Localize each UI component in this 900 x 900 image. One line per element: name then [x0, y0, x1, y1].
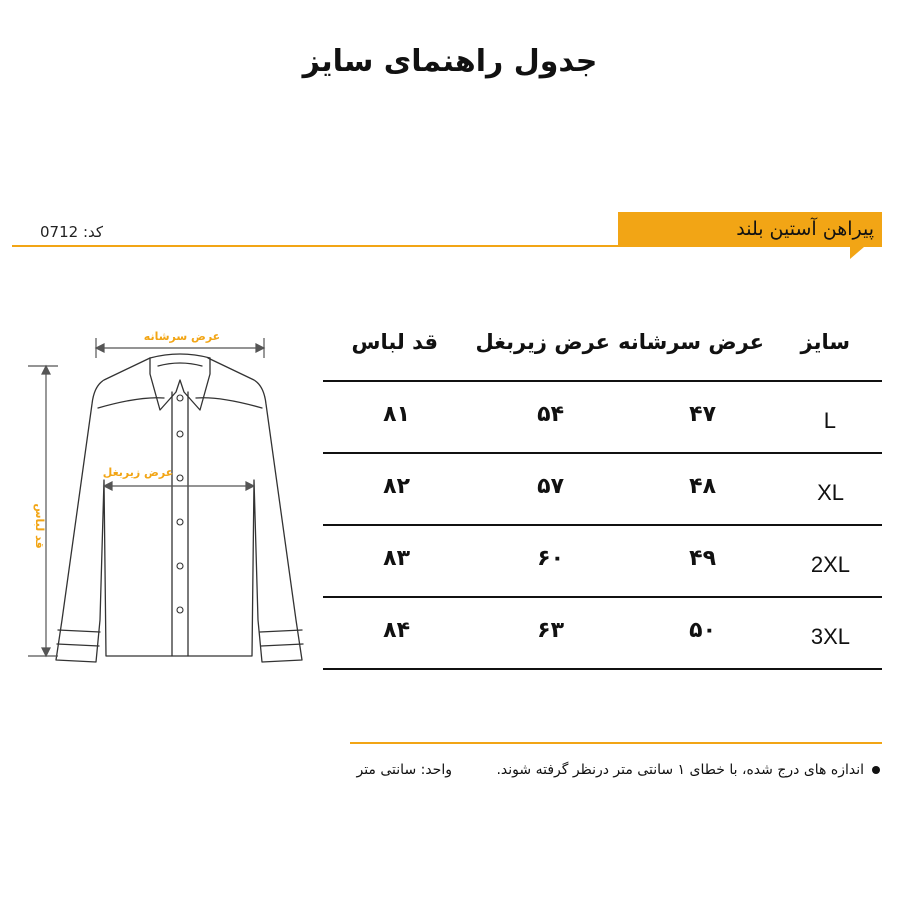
- cell-size: 2XL: [810, 552, 850, 577]
- product-name-tag: پیراهن آستین بلند: [618, 212, 882, 247]
- shirt-cuff-right: [260, 630, 302, 632]
- cell-shoulder: ۴۷: [689, 402, 716, 427]
- cell-length: ۸۳: [383, 546, 410, 571]
- header-rule: [12, 245, 622, 247]
- shirt-outline: [56, 358, 302, 662]
- table-row: [323, 382, 882, 454]
- cell-size: L: [823, 408, 836, 433]
- cell-shoulder: ۵۰: [689, 618, 716, 643]
- cell-length: ۸۱: [383, 402, 410, 427]
- chest-width-label: عرض زیربغل: [102, 466, 174, 479]
- notes-rule: [350, 742, 882, 744]
- cell-shoulder: ۴۹: [689, 546, 716, 571]
- shirt-buttons: [177, 395, 183, 613]
- table-row: [323, 454, 882, 526]
- cell-shoulder: ۴۸: [689, 474, 716, 499]
- unit-note: واحد: سانتی متر: [356, 762, 452, 778]
- header-chest: عرض زیربغل: [475, 330, 610, 354]
- product-code: کد: 0712: [40, 223, 104, 241]
- size-table: [323, 318, 882, 670]
- table-row: [323, 598, 882, 670]
- cell-length: ۸۲: [383, 474, 410, 499]
- header-length: قد لباس: [351, 330, 438, 354]
- header-size: سایز: [800, 330, 850, 354]
- cell-size: XL: [817, 480, 844, 505]
- cell-chest: ۵۴: [537, 402, 564, 427]
- cell-size: 3XL: [810, 624, 850, 649]
- cell-length: ۸۴: [383, 618, 410, 643]
- cell-chest: ۶۳: [537, 618, 564, 643]
- shirt-diagram: [0, 300, 320, 680]
- page-title: جدول راهنمای سایز: [302, 44, 598, 79]
- cell-chest: ۶۰: [537, 546, 564, 571]
- cell-chest: ۵۷: [537, 474, 564, 499]
- length-label: قد لباس: [33, 503, 46, 549]
- shirt-cuff-left: [58, 630, 100, 632]
- tolerance-note: اندازه های درج شده، با خطای ۱ سانتی متر درنظر گرفته شوند.: [496, 762, 864, 778]
- header-shoulder: عرض سرشانه: [618, 330, 764, 354]
- shoulder-width-label: عرض سرشانه: [143, 330, 221, 343]
- bullet-icon: [872, 766, 880, 774]
- table-header-row: [323, 318, 882, 382]
- table-row: [323, 526, 882, 598]
